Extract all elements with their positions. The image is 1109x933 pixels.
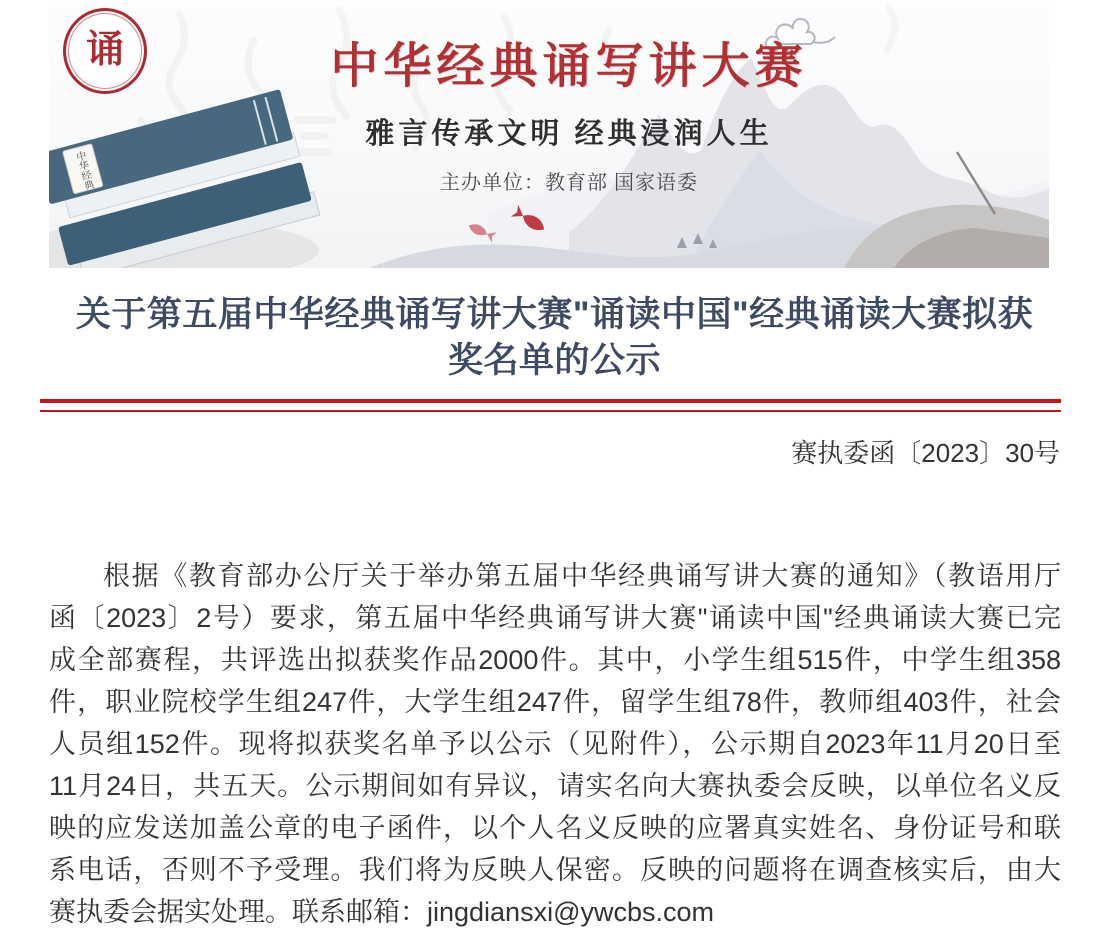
banner-organizer: 主办单位：教育部 国家语委 xyxy=(440,172,698,194)
body-line: 根据《教育部办公厅关于举办第五届中华经典诵写讲大赛的通知》（教语用厅 xyxy=(103,561,1061,591)
page-title-line-1: 关于第五届中华经典诵写讲大赛"诵读中国"经典诵读大赛拟获 xyxy=(75,295,1034,334)
banner-subtitle: 雅言传承文明 经典浸润人生 xyxy=(365,118,773,150)
book-label: 中华经典 xyxy=(72,149,94,192)
competition-seal-logo xyxy=(63,8,147,94)
red-divider-thick xyxy=(40,399,1061,403)
body-line: 件，职业院校学生组247件，大学生组247件，留学生组78件，教师组403件，社会 xyxy=(49,687,1061,717)
document-number: 赛执委函〔2023〕30号 xyxy=(791,438,1060,468)
red-divider-thin xyxy=(40,410,1061,412)
notice-body xyxy=(49,555,1061,933)
banner-title: 中华经典诵写讲大赛 xyxy=(330,40,808,93)
body-line-with-email: 赛执委会据实处理。联系邮箱：jingdiansxi@ywcbs.com xyxy=(49,897,715,927)
body-line: 11月24日，共五天。公示期间如有异议，请实名向大赛执委会反映，以单位名义反 xyxy=(49,771,1061,801)
page-title xyxy=(49,292,1060,384)
body-line: 映的应发送加盖公章的电子函件，以个人名义反映的应署真实姓名、身份证号和联 xyxy=(49,813,1061,843)
seal-glyph: 诵 xyxy=(85,29,124,71)
body-line: 函〔2023〕2号）要求，第五届中华经典诵写讲大赛"诵读中国"经典诵读大赛已完 xyxy=(49,603,1061,633)
body-line: 成全部赛程，共评选出拟获奖作品2000件。其中，小学生组515件，中学生组358 xyxy=(49,645,1061,675)
body-line: 系电话，否则不予受理。我们将为反映人保密。反映的问题将在调查核实后，由大 xyxy=(49,855,1061,885)
body-line: 人员组152件。现将拟获奖名单予以公示（见附件），公示期自2023年11月20日至 xyxy=(49,729,1061,759)
page-title-line-2: 奖名单的公示 xyxy=(447,341,661,380)
event-banner xyxy=(49,0,1049,268)
